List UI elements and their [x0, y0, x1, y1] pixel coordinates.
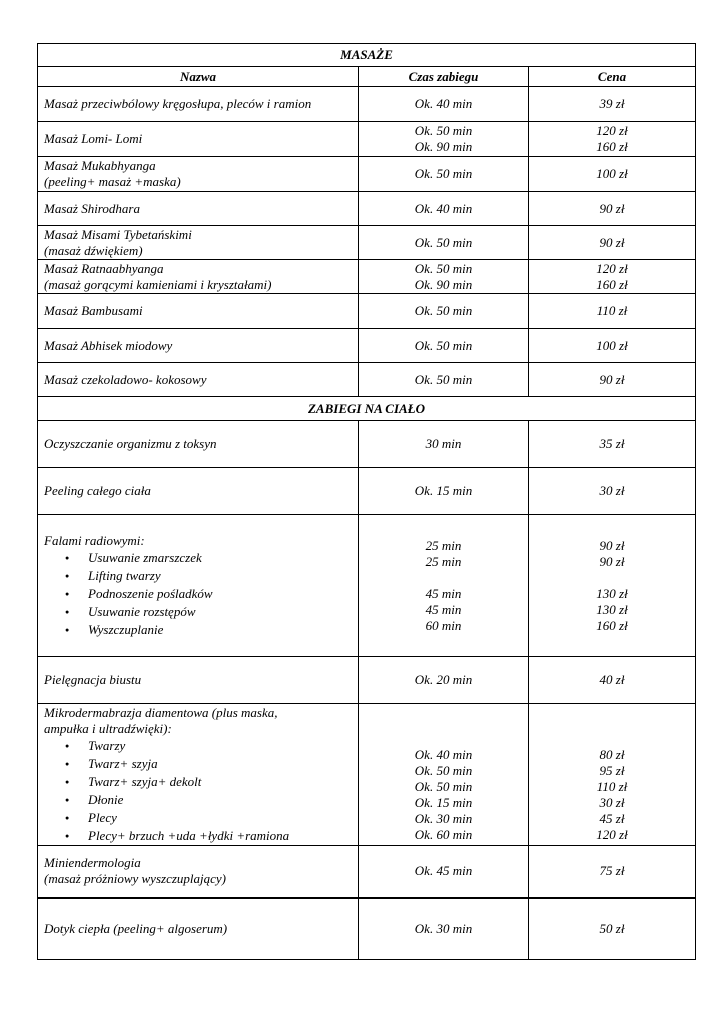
cell-line: 110 zł [596, 303, 628, 318]
cell-line: Masaż Abhisek miodowy [44, 337, 173, 353]
price-cell [529, 515, 696, 657]
table-row [38, 421, 696, 468]
cell-line: Masaż Misami Tybetańskimi [44, 226, 192, 242]
cell-line [359, 570, 528, 586]
cell-line: Masaż Bambusami [44, 303, 143, 318]
price-cell [529, 846, 696, 898]
table-row [38, 704, 696, 846]
name-cell [38, 515, 359, 657]
table-row [38, 294, 696, 329]
name-cell [38, 657, 359, 704]
name-cell [38, 421, 359, 468]
cell-line: Ok. 40 min [414, 200, 473, 216]
cell-line: Masaż Lomi- Lomi [44, 131, 143, 146]
price-cell [529, 157, 696, 192]
cell-line: Masaż czekoladowo- kokosowy [44, 371, 207, 387]
treatment-heading: ampułka i ultradźwięki): [44, 720, 172, 736]
table-row [38, 122, 696, 157]
table-row [38, 87, 696, 122]
bullet-item: ● Lifting twarzy [88, 567, 358, 585]
time-cell [359, 226, 529, 260]
cell-line: 95 zł [599, 763, 625, 778]
time-cell [359, 363, 529, 397]
time-cell [359, 846, 529, 898]
cell-line: Ok. 50 min [414, 303, 473, 318]
time-cell [359, 898, 529, 960]
price-cell [529, 87, 696, 122]
cell-line: Ok. 15 min [414, 795, 473, 810]
cell-line: Masaż Mukabhyanga [44, 158, 156, 173]
cell-line: Masaż Shirodhara [44, 200, 140, 216]
cell-line: Dotyk ciepła (peeling+ algoserum) [44, 920, 228, 936]
name-cell [38, 898, 359, 960]
table-row [38, 260, 696, 294]
bullet-item: ● Twarzy [88, 737, 358, 755]
price-cell [529, 363, 696, 397]
cell-line: Miniendermologia [44, 855, 141, 871]
name-cell [38, 226, 359, 260]
cell-line: 120 zł [596, 260, 628, 276]
bullet-item: ● Dłonie [88, 791, 358, 809]
time-cell [359, 87, 529, 122]
cell-line: 35 zł [599, 436, 625, 451]
name-cell [38, 704, 359, 846]
table-row [38, 226, 696, 260]
cell-line: Ok. 40 min [414, 96, 473, 111]
cell-line: Ok. 50 min [414, 371, 473, 387]
cell-line: 110 zł [596, 779, 628, 794]
cell-line: 45 zł [599, 811, 625, 826]
name-cell [38, 192, 359, 226]
name-cell [38, 122, 359, 157]
table-row [38, 329, 696, 363]
cell-line: Ok. 50 min [414, 123, 473, 138]
cell-line: Ok. 50 min [414, 337, 473, 353]
cell-line: 30 zł [599, 795, 625, 810]
price-cell [529, 657, 696, 704]
bullet-item: ● Usuwanie zmarszczek [88, 549, 358, 567]
cell-line: 100 zł [596, 166, 628, 181]
price-cell [529, 260, 696, 294]
cell-line: 130 zł [596, 601, 628, 617]
cell-line: 130 zł [596, 585, 628, 601]
table-row [38, 468, 696, 515]
cell-line: 90 zł [599, 200, 625, 216]
bullet-item: ● Podnoszenie pośladków [88, 585, 358, 603]
bullet-item: ● Wyszczuplanie [88, 621, 358, 639]
time-cell [359, 468, 529, 515]
bullet-list [44, 737, 358, 845]
cell-line: Masaż Ratnaabhyanga [44, 260, 164, 276]
bullet-item: ● Twarz+ szyja [88, 755, 358, 773]
table-row [38, 515, 696, 657]
bullet-item: ● Twarz+ szyja+ dekolt [88, 773, 358, 791]
cell-line: 39 zł [599, 96, 625, 111]
bullet-item: ● Usuwanie rozstępów [88, 603, 358, 621]
cell-line: Ok. 30 min [414, 811, 473, 826]
cell-line: 160 zł [596, 617, 628, 633]
name-cell [38, 363, 359, 397]
price-cell [529, 421, 696, 468]
time-cell [359, 122, 529, 157]
cell-line: Ok. 90 min [414, 139, 473, 154]
cell-line: 90 zł [599, 234, 625, 250]
cell-line: Ok. 50 min [414, 166, 473, 181]
table-row [38, 363, 696, 397]
section-header-row [38, 397, 696, 421]
cell-line: (masaż próżniowy wyszczuplający) [44, 871, 226, 887]
cell-line: 90 zł [599, 537, 625, 553]
table-row [38, 157, 696, 192]
section-title-masaze: MASAŻE [38, 44, 696, 67]
cell-line: Ok. 20 min [414, 672, 473, 687]
bullet-item: ● Plecy [88, 809, 358, 827]
table-row [38, 192, 696, 226]
price-list-table [37, 43, 696, 960]
cell-line: Ok. 60 min [414, 827, 473, 842]
column-header-price: Cena [529, 67, 696, 87]
cell-line: 30 zł [599, 483, 625, 498]
cell-line: Oczyszczanie organizmu z toksyn [44, 436, 217, 451]
cell-line: 90 zł [599, 371, 625, 387]
column-header-name: Nazwa [38, 67, 359, 87]
cell-line: 75 zł [599, 863, 625, 879]
price-cell [529, 468, 696, 515]
name-cell [38, 294, 359, 329]
cell-line [529, 570, 695, 586]
cell-line: (peeling+ masaż +maska) [44, 174, 181, 189]
column-header-time: Czas zabiegu [359, 67, 529, 87]
cell-line: 120 zł [596, 123, 628, 138]
column-header-row [38, 67, 696, 87]
time-cell [359, 294, 529, 329]
cell-line: 30 min [425, 436, 462, 451]
section-header-row [38, 44, 696, 67]
bullet-item: ● Plecy+ brzuch +uda +łydki +ramiona [88, 827, 358, 845]
cell-line: 25 min [425, 537, 462, 553]
cell-line: 90 zł [599, 553, 625, 569]
cell-line: 100 zł [596, 337, 628, 353]
price-cell [529, 704, 696, 846]
time-cell [359, 329, 529, 363]
section-title-zabiegi: ZABIEGI NA CIAŁO [38, 397, 696, 421]
name-cell [38, 329, 359, 363]
cell-line: Masaż przeciwbólowy kręgosłupa, pleców i ramion [44, 96, 312, 111]
bullet-list [44, 549, 358, 639]
name-cell [38, 468, 359, 515]
time-cell [359, 515, 529, 657]
price-cell [529, 898, 696, 960]
cell-line: (masaż gorącymi kamieniami i kryształami) [44, 276, 272, 292]
cell-line: Ok. 30 min [414, 920, 473, 936]
time-cell [359, 421, 529, 468]
cell-line: (masaż dźwiękiem) [44, 242, 143, 258]
cell-line: Ok. 90 min [414, 276, 473, 292]
time-cell [359, 157, 529, 192]
treatment-heading: Falami radiowymi: [44, 532, 145, 548]
time-cell [359, 192, 529, 226]
cell-line: 60 min [425, 617, 462, 633]
cell-line: Pielęgnacja biustu [44, 672, 142, 687]
name-cell [38, 846, 359, 898]
name-cell [38, 157, 359, 192]
time-cell [359, 704, 529, 846]
cell-line: 45 min [425, 585, 462, 601]
cell-line: Ok. 50 min [414, 260, 473, 276]
price-cell [529, 294, 696, 329]
price-cell [529, 226, 696, 260]
cell-line: 160 zł [596, 276, 628, 292]
time-cell [359, 657, 529, 704]
cell-line: 25 min [425, 553, 462, 569]
cell-line: 160 zł [596, 139, 628, 154]
cell-line: Ok. 45 min [414, 863, 473, 879]
price-cell [529, 329, 696, 363]
table-row [38, 657, 696, 704]
cell-line: Ok. 50 min [414, 779, 473, 794]
cell-line: Ok. 50 min [414, 763, 473, 778]
name-cell [38, 260, 359, 294]
table-row [38, 846, 696, 898]
cell-line: Ok. 15 min [414, 483, 473, 498]
cell-line: 40 zł [599, 672, 625, 687]
table-row [38, 898, 696, 960]
treatment-heading: Mikrodermabrazja diamentowa (plus maska, [44, 704, 278, 720]
cell-line: 45 min [425, 601, 462, 617]
cell-line: 80 zł [599, 747, 625, 762]
cell-line: Ok. 50 min [414, 234, 473, 250]
cell-line: Peeling całego ciała [44, 483, 151, 498]
price-cell [529, 122, 696, 157]
cell-line: Ok. 40 min [414, 747, 473, 762]
cell-line: 50 zł [599, 920, 625, 936]
name-cell [38, 87, 359, 122]
cell-line: 120 zł [596, 827, 628, 842]
price-cell [529, 192, 696, 226]
time-cell [359, 260, 529, 294]
